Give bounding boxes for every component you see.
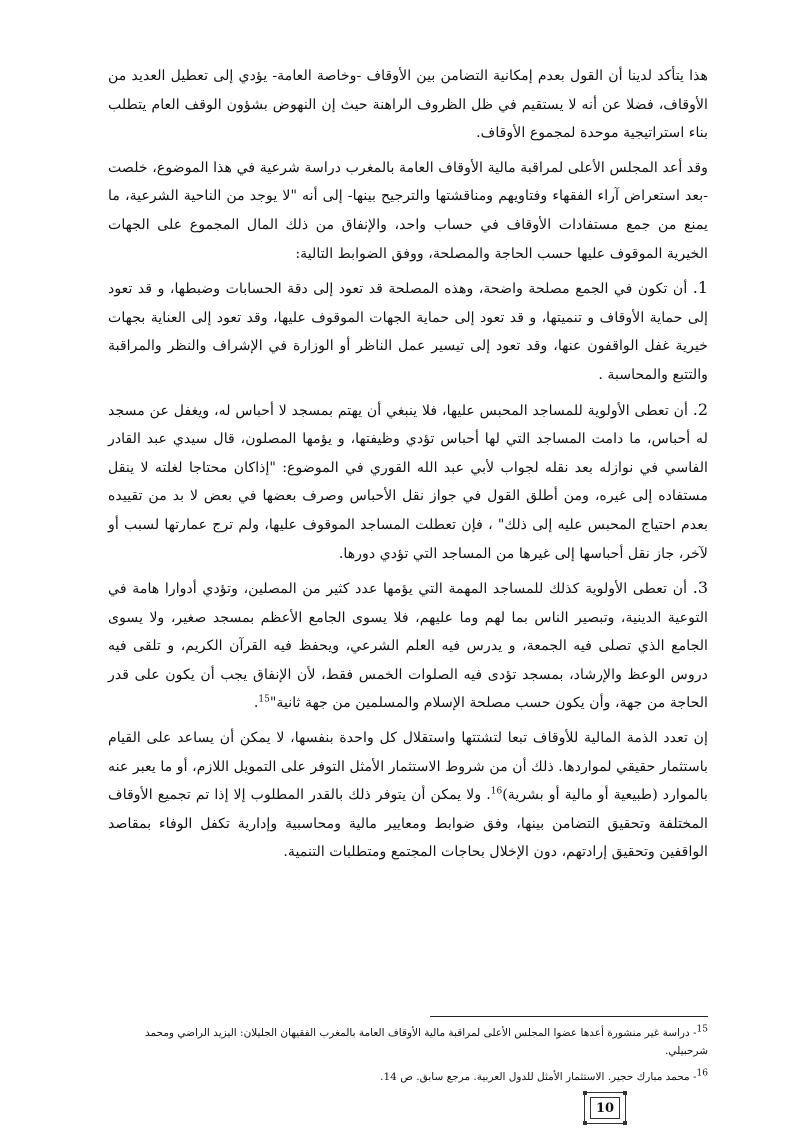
footnote-15 xyxy=(108,1024,708,1060)
paragraph-intro: هذا يتأكد لدينا أن القول بعدم إمكانية التضامن بين الأوقاف -وخاصة العامة- يؤدي إلى تعطيل العديد من الأوقاف، فضلا عن أنه لا يستقيم في ظل الظروف الراهنة حيث إن النهوض بشؤون الوقف العام يتطلب بناء استراتيجية موحدة لمجموع الأوقاف. xyxy=(108,68,708,142)
corner-ornament xyxy=(583,1091,587,1095)
list-item-3 xyxy=(108,574,708,718)
list-item-number: 2. xyxy=(692,399,708,419)
corner-ornament xyxy=(623,1121,627,1125)
footnote-number: 16 xyxy=(696,1068,708,1079)
footnote-16 xyxy=(108,1068,708,1086)
list-item-text: أن تعطى الأولوية كذلك للمساجد المهمة التي يؤمها عدد كثير من المصلين، وتؤدي أدوارا هامة في التوعية الدينية، وتبصير الناس بما لهم وما عليهم، فلا يسوى الجامع الأعظم بمسجد صغير، ولا يسوى الجامع الذي تصلى فيه الجمعة، و يدرس فيه العلم الشرعي، ويحفظ فيه القرآن الكريم، و تلقى فيه دروس الوعظ والإرشاد، بمسجد تؤدى فيه الصلوات الخمس فقط، لأن الإنفاق يجب أن يكون على قدر الحاجة من جهة، وأن يكون حسب مصلحة الإسلام والمسلمين من جهة ثانية" xyxy=(108,581,708,712)
footnote-ref-15[interactable]: 15 xyxy=(258,694,270,705)
list-item-number: 1. xyxy=(692,278,708,298)
closing-text-b: . ولا يمكن أن يتوفر ذلك بالقدر المطلوب إلا إذا تم تجميع الأوقاف المختلفة وتحقيق التضامن بينها، وفق ضوابط ومعايير مالية ومحاسبية وإدارية تكفل الوفاء بمقاصد الواقفين وتحقيق إرادتهم، دون الإخلال بحاجات المجتمع ومتطلبات التنمية. xyxy=(108,787,708,861)
page-body xyxy=(108,62,708,867)
footnote-text: - دراسة غير منشورة أعدها عضوا المجلس الأعلى لمراقبة مالية الأوقاف العامة بالمغرب الفقيهان الجليلان: اليزيد الراضي ومحمد شرحبيلي. xyxy=(144,1027,708,1057)
page-number: 10 xyxy=(590,1097,620,1119)
footnote-divider xyxy=(430,1016,708,1017)
corner-ornament xyxy=(583,1121,587,1125)
paragraph-study: وقد أعد المجلس الأعلى لمراقبة مالية الأوقاف العامة بالمغرب دراسة شرعية في هذا الموضوع، خلصت -بعد استعراض آراء الفقهاء وفتاويهم ومناقشتها والترجيح بينها- إلى أنه "لا يوجد من الناحية الشرعية، ما يمنع من جمع مستفادات الأوقاف في حساب واحد، والإنفاق من ذلك المال المجموع على الجهات الخيرية الموقوف عليها حسب الحاجة والمصلحة، ووفق الضوابط التالية: xyxy=(108,159,708,262)
footnote-ref-16[interactable]: 16 xyxy=(490,786,503,797)
list-item-tail: . xyxy=(253,695,259,712)
list-item-1 xyxy=(108,274,708,389)
list-item-number: 3. xyxy=(692,578,708,598)
footnote-text: - محمد مبارك حجير. الاستثمار الأمثل للدول العربية. مرجع سابق. ص 14. xyxy=(380,1071,697,1083)
footnote-number: 15 xyxy=(696,1024,708,1035)
footnotes xyxy=(108,1024,708,1094)
page-number-box xyxy=(584,1092,626,1124)
list-item-2 xyxy=(108,396,708,569)
list-item-text: أن تكون في الجمع مصلحة واضحة، وهذه المصلحة قد تعود إلى دقة الحسابات وضبطها، و قد تعود إلى حماية الأوقاف و تنميتها، و قد تعود إلى حماية الجهات الموقوف عليها، وقد تعود إلى العناية بجهات خيرية غفل الواقفون عنها، وقد تعود إلى تيسير عمل الناظر أو الوزارة في الإشراف والنظر والمراقبة والتتبع والمحاسبة . xyxy=(108,281,708,383)
list-item-text: أن تعطى الأولوية للمساجد المحبس عليها، فلا ينبغي أن يهتم بمسجد لا أحباس له، ويغفل عن مسجد له أحباس، ما دامت المساجد التي لها أحباس تؤدي وظيفتها، و يؤمها المصلون، قال سيدي عبد القادر الفاسي في نوازله بعد نقله لجواب لأبي عبد الله القوري في الموضوع: "إذاكان محتاجا لغلته لا ينقل مستفاده إلى غيره، ومن أطلق القول في جواز نقل الأحباس وصرف بعضها في بعض لا بد من تقييده بعدم احتياج المحبس عليه إلى ذلك" ، فإن تعطلت المساجد الموقوف عليها، ولم ترج عمارتها لسبب أو لآخر، جاز نقل أحباسها إلى غيرها من المساجد التي تؤدي دورها. xyxy=(108,402,708,562)
closing-text-a: إن تعدد الذمة المالية للأوقاف تبعا لتشتتها واستقلال كل واحدة بنفسها، لا يمكن أن يساعد على القيام باستثمار حقيقي لمواردها. ذلك أن من شروط الاستثمار الأمثل التوفر على التمويل اللازم، أو ما يعبر عنه بالموارد (طبيعية أو مالية أو بشرية) xyxy=(108,730,708,804)
paragraph-closing xyxy=(108,724,708,867)
corner-ornament xyxy=(623,1091,627,1095)
